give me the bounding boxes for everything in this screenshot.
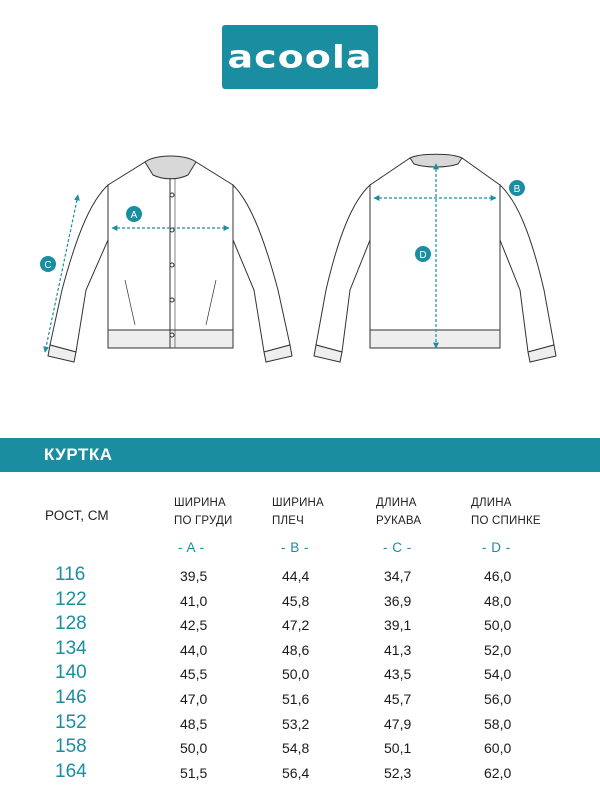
svg-text:A: A	[130, 210, 138, 221]
chest-width-value: 41,0	[180, 592, 208, 609]
sleeve-length-value: 39,1	[384, 617, 412, 634]
table-row	[0, 760, 600, 785]
back-length-value: 50,0	[484, 617, 512, 634]
chest-width-value: 42,5	[180, 617, 208, 634]
size-table	[0, 563, 600, 784]
back-length-value: 58,0	[484, 715, 512, 732]
table-row	[0, 661, 600, 686]
brand-logo	[222, 25, 378, 89]
sleeve-length-value: 41,3	[384, 641, 412, 658]
jacket-diagram	[0, 140, 600, 380]
sleeve-length-value: 45,7	[384, 690, 412, 707]
title-banner	[0, 438, 600, 472]
table-row	[0, 588, 600, 613]
sleeve-length-value: 36,9	[384, 592, 412, 609]
chest-width-value: 47,0	[180, 690, 208, 707]
shoulder-width-value: 50,0	[282, 666, 310, 683]
marker-a	[126, 206, 142, 222]
chest-width-value: 44,0	[180, 641, 208, 658]
sleeve-length-value: 50,1	[384, 740, 412, 757]
shoulder-width-value: 47,2	[282, 617, 310, 634]
chest-width-value: 39,5	[180, 568, 208, 584]
size-value: 146	[55, 686, 87, 708]
column-header-chest: ШИРИНА ПО ГРУДИ	[174, 497, 233, 527]
shoulder-width-value: 48,6	[282, 641, 310, 658]
column-header-sleeve: ДЛИНА РУКАВА	[376, 497, 422, 527]
table-row	[0, 711, 600, 736]
column-letter-a: - A -	[178, 540, 205, 555]
svg-text:C: C	[44, 260, 52, 271]
table-row	[0, 612, 600, 637]
chest-width-value: 45,5	[180, 666, 208, 683]
sleeve-length-value: 43,5	[384, 666, 412, 683]
jacket-front	[48, 156, 292, 362]
chest-width-value: 50,0	[180, 740, 208, 757]
size-value: 140	[55, 662, 87, 684]
shoulder-width-value: 56,4	[282, 764, 310, 781]
shoulder-width-value: 45,8	[282, 592, 310, 609]
sleeve-length-value: 47,9	[384, 715, 412, 732]
back-length-value: 54,0	[484, 666, 512, 683]
column-header-back-length: ДЛИНА ПО СПИНКЕ	[471, 497, 541, 527]
column-letter-b: - B -	[281, 540, 309, 555]
marker-b	[509, 180, 525, 196]
svg-text:D: D	[419, 250, 427, 261]
size-value: 158	[55, 736, 87, 758]
shoulder-width-value: 44,4	[282, 568, 310, 584]
table-row	[0, 686, 600, 711]
size-value: 128	[55, 613, 87, 635]
chest-width-value: 51,5	[180, 764, 208, 781]
size-value: 164	[55, 760, 87, 782]
back-length-value: 56,0	[484, 690, 512, 707]
table-row	[0, 637, 600, 662]
back-length-value: 48,0	[484, 592, 512, 609]
back-length-value: 62,0	[484, 764, 512, 781]
svg-text:B: B	[513, 184, 521, 195]
size-value: 134	[55, 637, 87, 659]
size-column-header: РОСТ, СМ	[45, 508, 109, 523]
marker-d	[415, 246, 431, 262]
table-row	[0, 735, 600, 760]
logo-text: acoola	[227, 38, 373, 76]
column-header-shoulder: ШИРИНА ПЛЕЧ	[272, 497, 324, 527]
back-length-value: 46,0	[484, 568, 512, 584]
sleeve-length-value: 52,3	[384, 764, 412, 781]
size-value: 116	[55, 564, 86, 585]
chest-width-value: 48,5	[180, 715, 208, 732]
sleeve-length-value: 34,7	[384, 568, 412, 584]
back-length-value: 60,0	[484, 740, 512, 757]
product-title: КУРТКА	[44, 445, 113, 464]
shoulder-width-value: 54,8	[282, 740, 310, 757]
marker-c	[40, 256, 56, 272]
column-letter-d: - D -	[482, 540, 511, 555]
size-value: 152	[55, 711, 87, 733]
column-letter-c: - C -	[383, 540, 412, 555]
table-row	[0, 563, 600, 588]
shoulder-width-value: 53,2	[282, 715, 310, 732]
size-value: 122	[55, 588, 87, 610]
shoulder-width-value: 51,6	[282, 690, 310, 707]
back-length-value: 52,0	[484, 641, 512, 658]
